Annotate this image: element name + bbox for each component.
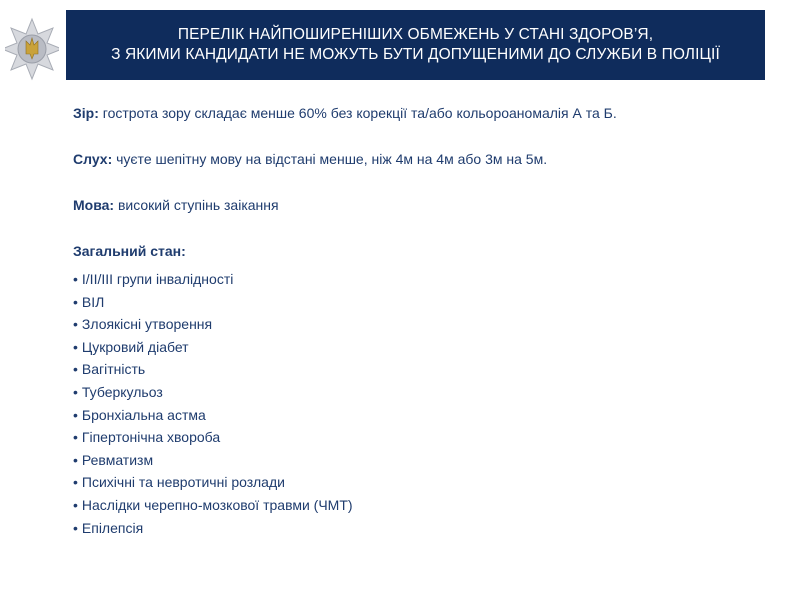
list-item: • Туберкульоз <box>73 381 773 404</box>
speech-label: Мова: <box>73 197 115 213</box>
list-item: • Цукровий діабет <box>73 336 773 359</box>
list-item: • Гіпертонічна хвороба <box>73 426 773 449</box>
bullet-icon: • <box>73 361 78 378</box>
list-item: • Наслідки черепно-мозкової травми (ЧМТ) <box>73 494 773 517</box>
list-item: • Психічні та невротичні розлади <box>73 471 773 494</box>
bullet-icon: • <box>73 474 78 491</box>
police-emblem <box>5 12 59 86</box>
bullet-icon: • <box>73 519 78 536</box>
bullet-icon: • <box>73 406 78 423</box>
police-star-emblem-icon <box>5 12 59 86</box>
page-title-banner <box>66 10 765 80</box>
list-item: • ВІЛ <box>73 291 773 314</box>
vision-text: гострота зору складає менше 60% без корекції та/або кольороаномалія А та Б. <box>98 105 617 121</box>
speech-text: високий ступінь заікання <box>114 197 279 213</box>
vision-label: Зір: <box>73 105 99 121</box>
list-item: • Бронхіальна астма <box>73 404 773 427</box>
list-item: • Злоякісні утворення <box>73 313 773 336</box>
bullet-icon: • <box>73 451 78 468</box>
page-title-line-2: З ЯКИМИ КАНДИДАТИ НЕ МОЖУТЬ БУТИ ДОПУЩЕНИМИ ДО СЛУЖБИ В ПОЛІЦІЇ <box>111 46 720 63</box>
bullet-icon: • <box>73 383 78 400</box>
general-condition-list <box>73 268 773 539</box>
speech-paragraph <box>73 194 773 216</box>
list-item: • Епілепсія <box>73 517 773 540</box>
restrictions-content <box>73 102 773 539</box>
bullet-icon: • <box>73 316 78 333</box>
list-item: • Вагітність <box>73 358 773 381</box>
hearing-paragraph <box>73 148 773 170</box>
page-title-line-1: ПЕРЕЛІК НАЙПОШИРЕНІШИХ ОБМЕЖЕНЬ У СТАНІ ЗДОРОВ’Я, <box>177 26 654 43</box>
bullet-icon: • <box>73 338 78 355</box>
list-item: • Ревматизм <box>73 449 773 472</box>
hearing-label: Слух: <box>73 151 113 167</box>
bullet-icon: • <box>73 293 78 310</box>
list-item: • I/II/III групи інвалідності <box>73 268 773 291</box>
general-condition-heading: Загальний стан: <box>73 243 186 259</box>
bullet-icon: • <box>73 496 78 513</box>
bullet-icon: • <box>73 271 78 287</box>
hearing-text: чуєте шепітну мову на відстані менше, ніж 4м на 4м або 3м на 5м. <box>112 151 548 167</box>
bullet-icon: • <box>73 429 78 446</box>
vision-paragraph <box>73 102 773 124</box>
